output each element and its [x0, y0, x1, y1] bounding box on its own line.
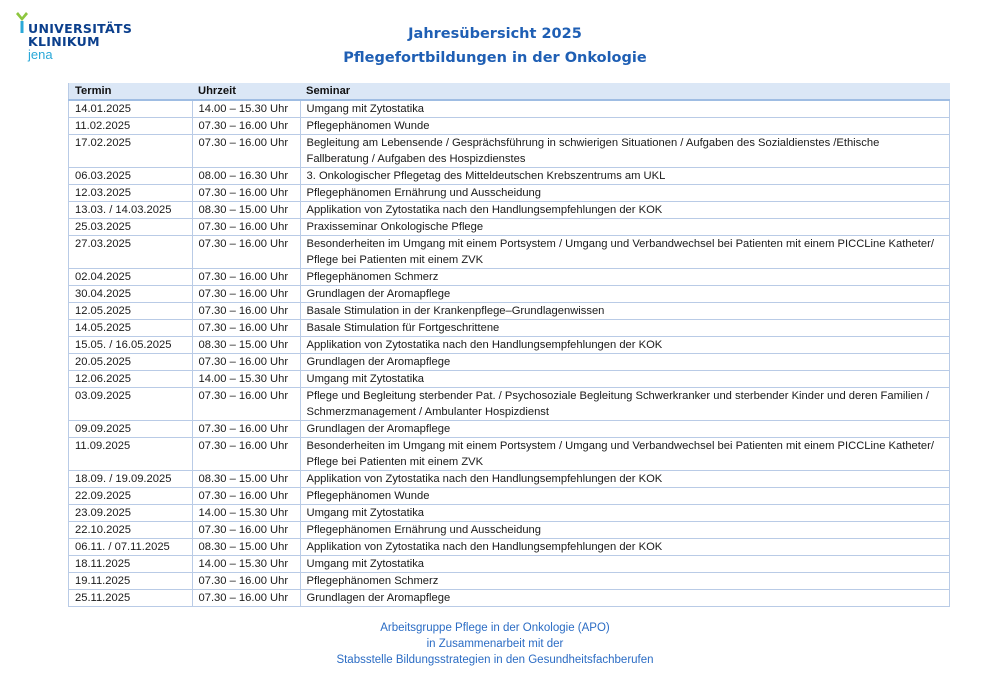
cell-uhrzeit: 07.30 – 16.00 Uhr — [192, 421, 300, 438]
column-header-termin: Termin — [69, 83, 193, 100]
table-row — [69, 100, 950, 118]
cell-seminar: Grundlagen der Aromapflege — [300, 590, 950, 607]
footer — [0, 620, 990, 668]
footer-line-1: Arbeitsgruppe Pflege in der Onkologie (APO) — [380, 622, 610, 634]
cell-seminar: Umgang mit Zytostatika — [300, 371, 950, 388]
page-title: Jahresübersicht 2025 — [408, 26, 582, 42]
cell-seminar: Umgang mit Zytostatika — [300, 556, 950, 573]
page-subtitle: Pflegefortbildungen in der Onkologie — [343, 50, 647, 66]
cell-uhrzeit: 08.30 – 15.00 Uhr — [192, 337, 300, 354]
table-row — [69, 337, 950, 354]
cell-seminar: Grundlagen der Aromapflege — [300, 421, 950, 438]
cell-seminar: Besonderheiten im Umgang mit einem Portsystem / Umgang und Verbandwechsel bei Patienten mit einem PICCLine Katheter/ Pflege bei Patienten mit einem ZVK — [300, 236, 950, 269]
cell-termin: 17.02.2025 — [69, 135, 193, 168]
table-row — [69, 388, 950, 421]
table-row — [69, 219, 950, 236]
cell-uhrzeit: 07.30 – 16.00 Uhr — [192, 219, 300, 236]
logo-line-3: jena — [28, 47, 53, 62]
title-block — [0, 22, 990, 70]
cell-seminar: Grundlagen der Aromapflege — [300, 354, 950, 371]
logo-line-2: KLINIKUM — [28, 34, 100, 49]
table-row — [69, 354, 950, 371]
cell-termin: 22.10.2025 — [69, 522, 193, 539]
cell-termin: 18.11.2025 — [69, 556, 193, 573]
cell-uhrzeit: 07.30 – 16.00 Uhr — [192, 303, 300, 320]
cell-seminar: Pflegephänomen Wunde — [300, 118, 950, 135]
cell-uhrzeit: 07.30 – 16.00 Uhr — [192, 573, 300, 590]
cell-termin: 12.03.2025 — [69, 185, 193, 202]
cell-termin: 14.01.2025 — [69, 100, 193, 118]
cell-seminar: 3. Onkologischer Pflegetag des Mitteldeutschen Krebszentrums am UKL — [300, 168, 950, 185]
cell-seminar: Pflege und Begleitung sterbender Pat. / Psychosoziale Begleitung Schwerkranker und sterbender Kinder und deren Familien / Schmerzmanagement / Ambulanter Hospizdienst — [300, 388, 950, 421]
cell-termin: 06.03.2025 — [69, 168, 193, 185]
footer-line-2: in Zusammenarbeit mit der — [426, 638, 564, 650]
cell-termin: 23.09.2025 — [69, 505, 193, 522]
cell-seminar: Umgang mit Zytostatika — [300, 100, 950, 118]
table-row — [69, 168, 950, 185]
table-row — [69, 421, 950, 438]
cell-uhrzeit: 07.30 – 16.00 Uhr — [192, 320, 300, 337]
logo-line-1: UNIVERSITÄTS — [28, 21, 133, 36]
cell-termin: 06.11. / 07.11.2025 — [69, 539, 193, 556]
cell-termin: 19.11.2025 — [69, 573, 193, 590]
cell-uhrzeit: 07.30 – 16.00 Uhr — [192, 590, 300, 607]
table-row — [69, 236, 950, 269]
schedule-table — [68, 83, 950, 607]
column-header-uhrzeit: Uhrzeit — [192, 83, 300, 100]
cell-uhrzeit: 07.30 – 16.00 Uhr — [192, 185, 300, 202]
cell-uhrzeit: 14.00 – 15.30 Uhr — [192, 371, 300, 388]
cell-uhrzeit: 07.30 – 16.00 Uhr — [192, 488, 300, 505]
cell-termin: 12.05.2025 — [69, 303, 193, 320]
cell-termin: 02.04.2025 — [69, 269, 193, 286]
cell-seminar: Applikation von Zytostatika nach den Handlungsempfehlungen der KOK — [300, 202, 950, 219]
cell-seminar: Applikation von Zytostatika nach den Handlungsempfehlungen der KOK — [300, 337, 950, 354]
table-row — [69, 505, 950, 522]
table-row — [69, 371, 950, 388]
table-row — [69, 556, 950, 573]
cell-seminar: Umgang mit Zytostatika — [300, 505, 950, 522]
cell-termin: 14.05.2025 — [69, 320, 193, 337]
cell-termin: 25.11.2025 — [69, 590, 193, 607]
table-header-row — [69, 83, 950, 100]
table-row — [69, 590, 950, 607]
cell-uhrzeit: 08.00 – 16.30 Uhr — [192, 168, 300, 185]
table-row — [69, 438, 950, 471]
cell-seminar: Pflegephänomen Schmerz — [300, 269, 950, 286]
cell-uhrzeit: 14.00 – 15.30 Uhr — [192, 100, 300, 118]
cell-termin: 12.06.2025 — [69, 371, 193, 388]
cell-termin: 27.03.2025 — [69, 236, 193, 269]
cell-seminar: Basale Stimulation für Fortgeschrittene — [300, 320, 950, 337]
table-row — [69, 118, 950, 135]
cell-uhrzeit: 07.30 – 16.00 Uhr — [192, 354, 300, 371]
cell-termin: 03.09.2025 — [69, 388, 193, 421]
table-row — [69, 488, 950, 505]
cell-uhrzeit: 07.30 – 16.00 Uhr — [192, 269, 300, 286]
cell-termin: 15.05. / 16.05.2025 — [69, 337, 193, 354]
cell-seminar: Praxisseminar Onkologische Pflege — [300, 219, 950, 236]
cell-seminar: Pflegephänomen Ernährung und Ausscheidung — [300, 185, 950, 202]
cell-uhrzeit: 07.30 – 16.00 Uhr — [192, 236, 300, 269]
cell-seminar: Begleitung am Lebensende / Gesprächsführung in schwierigen Situationen / Aufgaben des Sozialdienstes /Ethische Fallberatung / Aufgaben des Hospizdienstes — [300, 135, 950, 168]
cell-uhrzeit: 07.30 – 16.00 Uhr — [192, 118, 300, 135]
cell-seminar: Pflegephänomen Ernährung und Ausscheidung — [300, 522, 950, 539]
table-row — [69, 202, 950, 219]
table-row — [69, 185, 950, 202]
cell-termin: 13.03. / 14.03.2025 — [69, 202, 193, 219]
table-row — [69, 573, 950, 590]
cell-seminar: Applikation von Zytostatika nach den Handlungsempfehlungen der KOK — [300, 539, 950, 556]
cell-seminar: Basale Stimulation in der Krankenpflege–Grundlagenwissen — [300, 303, 950, 320]
cell-seminar: Pflegephänomen Wunde — [300, 488, 950, 505]
cell-seminar: Besonderheiten im Umgang mit einem Portsystem / Umgang und Verbandwechsel bei Patienten mit einem PICCLine Katheter/ Pflege bei Patienten mit einem ZVK — [300, 438, 950, 471]
cell-termin: 09.09.2025 — [69, 421, 193, 438]
cell-termin: 11.09.2025 — [69, 438, 193, 471]
cell-uhrzeit: 07.30 – 16.00 Uhr — [192, 388, 300, 421]
cell-uhrzeit: 07.30 – 16.00 Uhr — [192, 522, 300, 539]
cell-termin: 11.02.2025 — [69, 118, 193, 135]
cell-uhrzeit: 07.30 – 16.00 Uhr — [192, 438, 300, 471]
cell-uhrzeit: 07.30 – 16.00 Uhr — [192, 286, 300, 303]
table-row — [69, 539, 950, 556]
cell-seminar: Pflegephänomen Schmerz — [300, 573, 950, 590]
column-header-seminar: Seminar — [300, 83, 950, 100]
table-row — [69, 286, 950, 303]
cell-uhrzeit: 08.30 – 15.00 Uhr — [192, 539, 300, 556]
cell-seminar: Grundlagen der Aromapflege — [300, 286, 950, 303]
cell-uhrzeit: 14.00 – 15.30 Uhr — [192, 505, 300, 522]
table-body — [69, 100, 950, 607]
cell-termin: 20.05.2025 — [69, 354, 193, 371]
table-row — [69, 320, 950, 337]
cell-uhrzeit: 08.30 – 15.00 Uhr — [192, 471, 300, 488]
cell-seminar: Applikation von Zytostatika nach den Handlungsempfehlungen der KOK — [300, 471, 950, 488]
table-row — [69, 269, 950, 286]
footer-line-3: Stabsstelle Bildungsstrategien in den Gesundheitsfachberufen — [336, 654, 654, 666]
cell-uhrzeit: 14.00 – 15.30 Uhr — [192, 556, 300, 573]
cell-uhrzeit: 08.30 – 15.00 Uhr — [192, 202, 300, 219]
table-row — [69, 135, 950, 168]
cell-termin: 30.04.2025 — [69, 286, 193, 303]
cell-termin: 18.09. / 19.09.2025 — [69, 471, 193, 488]
cell-uhrzeit: 07.30 – 16.00 Uhr — [192, 135, 300, 168]
table-row — [69, 303, 950, 320]
table-row — [69, 522, 950, 539]
table-row — [69, 471, 950, 488]
cell-termin: 22.09.2025 — [69, 488, 193, 505]
cell-termin: 25.03.2025 — [69, 219, 193, 236]
